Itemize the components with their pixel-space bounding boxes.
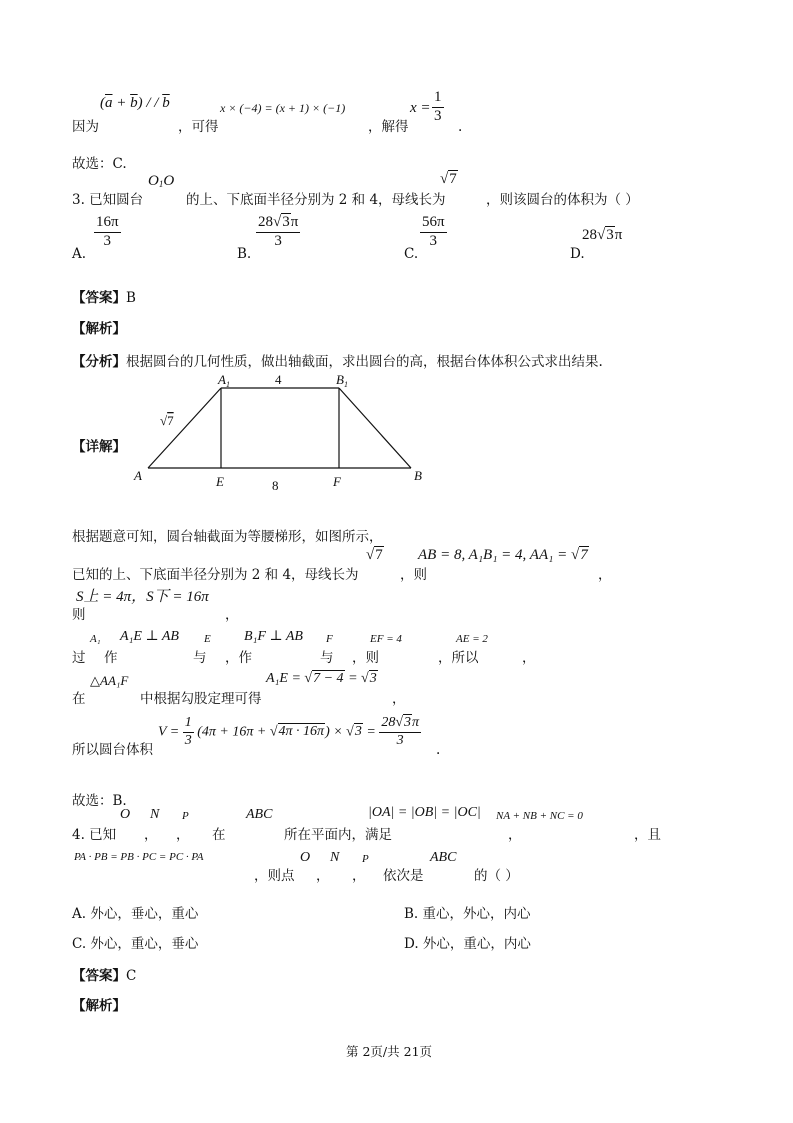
q3-option-d-label: D. xyxy=(570,246,585,262)
q4-option-d: D. 外心，重心，内心 xyxy=(404,936,531,952)
sol-comma-5: ， xyxy=(392,691,406,707)
sol-f: F xyxy=(326,633,333,645)
sol-zai: 在 xyxy=(72,691,86,707)
q4-label: 4. 已知 xyxy=(72,827,117,843)
solve-text: ，解得 xyxy=(368,119,409,135)
detail-tag: 【详解】 xyxy=(72,439,126,455)
sol-perp-2: B₁F ⊥ AB xyxy=(244,629,303,644)
label-side-length: √7 xyxy=(160,413,174,428)
q4-zai: 在 xyxy=(212,827,226,843)
q4-comma-1: ， xyxy=(144,827,158,843)
label-b1: $B_1$ xyxy=(336,372,348,389)
q3-option-b: $\frac{28√3\pi}{3}$ xyxy=(258,214,299,249)
because-text: 因为 xyxy=(72,119,99,135)
sol-perp-1: A₁E ⊥ AB xyxy=(120,629,179,644)
q4-comma-4: ， xyxy=(316,868,330,884)
label-b: B xyxy=(414,468,422,483)
sol-period: . xyxy=(436,742,441,758)
label-a: A xyxy=(134,468,142,483)
q3-option-c: $\frac{56\pi}{3}$ xyxy=(422,214,445,249)
sol-zuo-2: ，作 xyxy=(225,650,252,666)
label-f: F xyxy=(333,474,341,489)
x-equals: x = xyxy=(410,100,431,116)
sol-then: ，则 xyxy=(400,567,427,583)
equation-1: x × (−4) = (x + 1) × (−1) xyxy=(220,101,346,115)
q3-text: 的上、下底面半径分别为 2 和 4，母线长为 xyxy=(186,192,446,208)
sol-comma-2: ， xyxy=(598,567,612,583)
vector-condition: $(\overline{a} + \overline{b})$ / / $\overline{b}$ xyxy=(100,95,170,111)
sol-pythag-text: 中根据勾股定理可得 xyxy=(140,691,262,707)
page-footer: 第 2页/共 21页 xyxy=(346,1044,433,1059)
analysis-sentence: 【分析】根据圆台的几何性质，做出轴截面，求出圆台的高，根据台体体积公式求出结果. xyxy=(72,354,603,370)
sol-ef: EF = 4 xyxy=(370,633,402,645)
answer-choice-3: 故选：B. xyxy=(72,793,127,809)
solution-line-1: 根据题意可知，圆台轴截面为等腰梯形，如图所示， xyxy=(72,529,383,545)
sol-volume-formula: V = $\frac{1}{3}$ (4π + 16π + √4π · 16π) × √3 = $\frac{28√3\pi}{3}$ xyxy=(158,715,420,748)
q4-comma-5: ， xyxy=(352,868,366,884)
sol-so: ，所以 xyxy=(438,650,479,666)
sol-yu-1: 与 xyxy=(193,650,207,666)
q4-option-a: A. 外心，垂心，重心 xyxy=(72,906,199,922)
q3-sqrt7: √7 xyxy=(440,171,457,187)
q4-and: ，且 xyxy=(634,827,661,843)
label-bottom-length: 8 xyxy=(272,478,279,493)
label-top-length: 4 xyxy=(275,372,282,387)
q4-sym-n-2: N xyxy=(330,850,340,865)
q4-oa-equal: |OA| = |OB| = |OC| xyxy=(368,805,481,820)
q3-text-2: ，则该圆台的体积为（ ） xyxy=(486,192,639,208)
q4-then-points: ，则点 xyxy=(254,868,295,884)
q4-sym-n: N xyxy=(150,807,160,822)
q4-sym-p: P xyxy=(182,810,189,822)
edge-b-b1 xyxy=(339,388,411,468)
q4-yici: 依次是 xyxy=(383,868,424,884)
sol-lengths: AB = 8, A₁B₁ = 4, AA₁ = √7 xyxy=(418,547,588,563)
q4-abc: ABC xyxy=(246,807,273,822)
sol-ae: AE = 2 xyxy=(456,633,488,645)
edge-a-a1 xyxy=(148,388,221,468)
q4-option-c: C. 外心，重心，垂心 xyxy=(72,936,199,952)
q4-sym-p-2: P xyxy=(362,853,369,865)
sol-then-2: ，则 xyxy=(352,650,379,666)
sol-guo: 过 xyxy=(72,650,86,666)
sol-zuo: 作 xyxy=(104,650,118,666)
sol-comma-4: ， xyxy=(522,650,536,666)
sol-comma-3: ， xyxy=(225,607,239,623)
sol-ze: 则 xyxy=(72,607,86,623)
q3-option-c-label: C. xyxy=(404,246,419,262)
answer-tag-4: 【答案】C xyxy=(72,968,137,984)
sol-sqrt7: √7 xyxy=(366,547,383,563)
sol-triangle: △AA₁F xyxy=(90,673,129,688)
q4-nabc: NA + NB + NC = 0 xyxy=(496,810,583,822)
q4-option-b: B. 重心，外心，内心 xyxy=(404,906,531,922)
x-fraction: $\frac{1}{3}$ xyxy=(434,89,442,124)
sol-a1e-eq: A₁E = √7 − 4 = √3 xyxy=(266,671,377,686)
q4-sym-o-2: O xyxy=(300,850,311,865)
label-a1: $A_1$ xyxy=(218,372,230,389)
sol-volume-text: 所以圆台体积 xyxy=(72,742,153,758)
q3-label: 3. 已知圆台 xyxy=(72,192,144,208)
q4-text-1: 所在平面内，满足 xyxy=(284,827,392,843)
q4-sym-o: O xyxy=(120,807,131,822)
analysis-tag-3: 【解析】 xyxy=(72,321,126,337)
q3-option-a-label: A. xyxy=(72,246,87,262)
q4-abc-2: ABC xyxy=(430,850,457,865)
analysis-tag-4: 【解析】 xyxy=(72,998,126,1014)
q3-option-b-label: B. xyxy=(237,246,252,262)
answer-choice-2: 故选：C. xyxy=(72,156,127,172)
solution-line-2: 已知的上、下底面半径分别为 2 和 4，母线长为 xyxy=(72,567,359,583)
sol-a1: A₁ xyxy=(90,633,101,645)
q3-o1o: O1O xyxy=(148,173,175,189)
q4-pa-equal: PA · PB = PB · PC = PC · PA xyxy=(74,851,204,863)
period: . xyxy=(458,119,463,135)
sol-e: E xyxy=(204,633,211,645)
q3-option-d: 28√3π xyxy=(582,227,623,243)
answer-tag-3: 【答案】B xyxy=(72,290,136,306)
can-get-text: ，可得 xyxy=(178,119,219,135)
sol-areas: S上 = 4π，S下 = 16π xyxy=(76,589,209,605)
trapezoid-figure xyxy=(126,370,436,495)
q4-de: 的（ ） xyxy=(474,868,519,884)
sol-yu-2: 与 xyxy=(320,650,334,666)
q4-comma-3: ， xyxy=(508,827,522,843)
label-e: E xyxy=(216,474,224,489)
q3-option-a: $\frac{16\pi}{3}$ xyxy=(96,214,119,249)
q4-comma-2: ， xyxy=(176,827,190,843)
